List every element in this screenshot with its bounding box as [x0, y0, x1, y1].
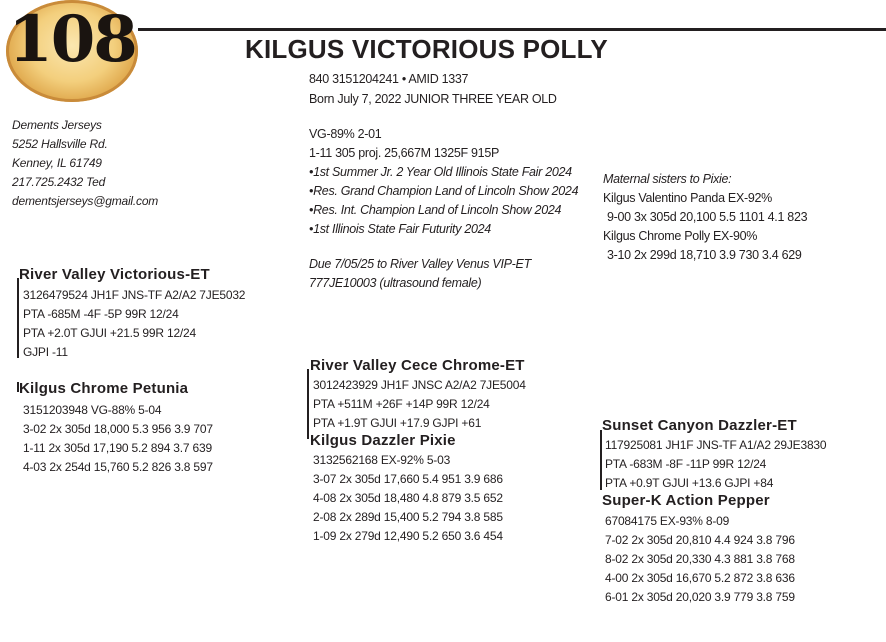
maternal-grandsire-line: PTA +511M +26F +14P 99R 12/24	[313, 397, 490, 411]
production-record: 1-11 305 proj. 25,667M 1325F 915P	[309, 146, 500, 160]
ggdam-line: 8-02 2x 305d 20,330 4.3 881 3.8 768	[605, 552, 795, 566]
ggsire-line: PTA +0.9T GJUI +13.6 GJPI +84	[605, 476, 774, 490]
breeder-email: dementsjerseys@gmail.com	[12, 194, 159, 208]
sister-name: Kilgus Valentino Panda EX-92%	[603, 191, 772, 205]
maternal-granddam-details	[313, 451, 503, 546]
sire-details	[23, 286, 245, 362]
maternal-grandsire-name: River Valley Cece Chrome-ET	[310, 357, 525, 374]
classification-score: VG-89% 2-01	[309, 127, 382, 141]
dam-line: 4-03 2x 254d 15,760 5.2 826 3.8 597	[23, 460, 213, 474]
sire-line: 3126479524 JH1F JNS-TF A2/A2 7JE5032	[23, 288, 246, 302]
pedigree-bracket	[307, 369, 309, 439]
sister-record: 3-10 2x 299d 18,710 3.9 730 3.4 629	[607, 248, 802, 262]
id-line: 840 3151204241 • AMID 1337	[309, 72, 469, 86]
breeder-address: 5252 Hallsville Rd.	[12, 137, 108, 151]
ggdam-name: Super-K Action Pepper	[602, 492, 770, 509]
sire-line: PTA -685M -4F -5P 99R 12/24	[23, 307, 179, 321]
sister-name: Kilgus Chrome Polly EX-90%	[603, 229, 758, 243]
header-rule	[138, 28, 886, 31]
lot-number-badge	[6, 0, 138, 102]
sire-name: River Valley Victorious-ET	[19, 266, 210, 283]
animal-name: KILGUS VICTORIOUS POLLY	[245, 34, 608, 64]
ggsire-details	[605, 436, 826, 493]
sister-record: 9-00 3x 305d 20,100 5.5 1101 4.1 823	[607, 210, 808, 224]
dam-line: 1-11 2x 305d 17,190 5.2 894 3.7 639	[23, 441, 212, 455]
ggsire-name: Sunset Canyon Dazzler-ET	[602, 417, 797, 434]
pedigree-bracket	[600, 430, 602, 490]
award-line: •1st Summer Jr. 2 Year Old Illinois State Fair 2024	[309, 165, 572, 179]
award-line: •Res. Grand Champion Land of Lincoln Show 2024	[309, 184, 579, 198]
maternal-sisters-block	[603, 170, 807, 265]
ggdam-line: 7-02 2x 305d 20,810 4.4 924 3.8 796	[605, 533, 795, 547]
due-block	[309, 255, 531, 293]
breeder-city: Kenney, IL 61749	[12, 156, 102, 170]
ggdam-details	[605, 512, 795, 607]
dam-line: 3-02 2x 305d 18,000 5.3 956 3.9 707	[23, 422, 213, 436]
maternal-granddam-line: 3-07 2x 305d 17,660 5.4 951 3.9 686	[313, 472, 503, 486]
due-embryo-line: 777JE10003 (ultrasound female)	[309, 276, 482, 290]
born-line: Born July 7, 2022 JUNIOR THREE YEAR OLD	[309, 92, 557, 106]
performance-block	[309, 125, 578, 239]
dam-name: Kilgus Chrome Petunia	[19, 380, 189, 397]
maternal-granddam-line: 4-08 2x 305d 18,480 4.8 879 3.5 652	[313, 491, 503, 505]
award-line: •1st Illinois State Fair Futurity 2024	[309, 222, 491, 236]
sire-line: PTA +2.0T GJUI +21.5 99R 12/24	[23, 326, 196, 340]
maternal-granddam-name: Kilgus Dazzler Pixie	[310, 432, 456, 449]
ggdam-line: 4-00 2x 305d 16,670 5.2 872 3.8 636	[605, 571, 795, 585]
lot-number: 108	[8, 2, 136, 77]
due-line: Due 7/05/25 to River Valley Venus VIP-ET	[309, 257, 531, 271]
breeder-phone: 217.725.2432 Ted	[12, 175, 106, 189]
maternal-grandsire-details	[313, 376, 526, 433]
sire-line: GJPI -11	[23, 345, 68, 359]
maternal-grandsire-line: PTA +1.9T GJUI +17.9 GJPI +61	[313, 416, 482, 430]
dam-details	[23, 401, 213, 477]
ggsire-line: 117925081 JH1F JNS-TF A1/A2 29JE3830	[605, 438, 827, 452]
pedigree-bracket	[17, 278, 19, 358]
ggdam-line: 67084175 EX-93% 8-09	[605, 514, 730, 528]
ggdam-line: 6-01 2x 305d 20,020 3.9 779 3.8 759	[605, 590, 795, 604]
maternal-grandsire-line: 3012423929 JH1F JNSC A2/A2 7JE5004	[313, 378, 526, 392]
ggsire-line: PTA -683M -8F -11P 99R 12/24	[605, 457, 767, 471]
breeder-name: Dements Jerseys	[12, 118, 102, 132]
maternal-granddam-line: 3132562168 EX-92% 5-03	[313, 453, 451, 467]
dam-line: 3151203948 VG-88% 5-04	[23, 403, 162, 417]
maternal-granddam-line: 2-08 2x 289d 15,400 5.2 794 3.8 585	[313, 510, 503, 524]
breeder-block	[12, 116, 158, 211]
maternal-granddam-line: 1-09 2x 279d 12,490 5.2 650 3.6 454	[313, 529, 503, 543]
maternal-sisters-heading: Maternal sisters to Pixie:	[603, 172, 732, 186]
award-line: •Res. Int. Champion Land of Lincoln Show 2024	[309, 203, 562, 217]
